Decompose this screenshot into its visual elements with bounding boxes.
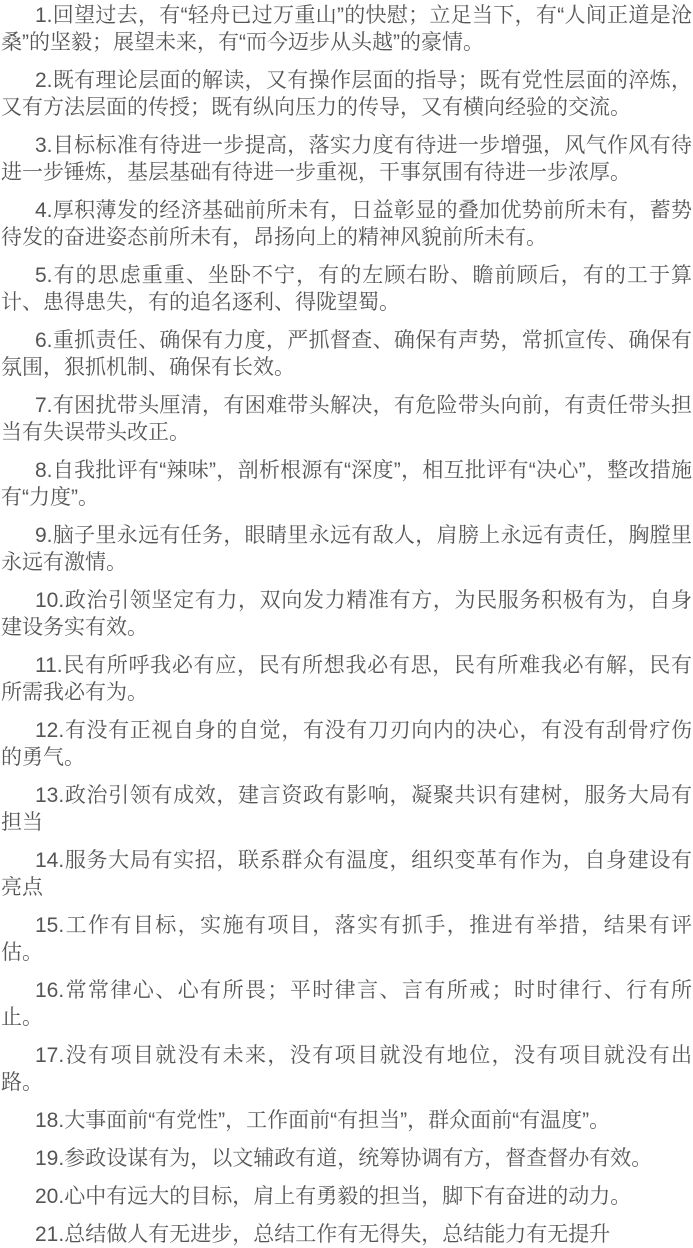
paragraph-5: 5.有的思虑重重、坐卧不宁，有的左顾右盼、瞻前顾后，有的工于算计、患得患失，有的追名逐利、得陇望蜀。 xyxy=(1,264,692,314)
paragraph-15: 15.工作有目标，实施有项目，落实有抓手，推进有举措，结果有评估。 xyxy=(1,914,692,964)
paragraph-12: 12.有没有正视自身的自觉，有没有刀刃向内的决心，有没有刮骨疗伤的勇气。 xyxy=(1,719,692,769)
paragraph-9: 9.脑子里永远有任务，眼睛里永远有敌人，肩膀上永远有责任，胸膛里永远有激情。 xyxy=(1,524,692,574)
paragraph-19: 19.参政设谋有为，以文辅政有道，统筹协调有方，督查督办有效。 xyxy=(35,1147,653,1170)
paragraph-18: 18.大事面前“有党性”，工作面前“有担当”，群众面前“有温度”。 xyxy=(35,1109,611,1132)
paragraph-2: 2.既有理论层面的解读，又有操作层面的指导；既有党性层面的淬炼，又有方法层面的传授；既有纵向压力的传导，又有横向经验的交流。 xyxy=(1,69,692,119)
paragraph-13: 13.政治引领有成效，建言资政有影响，凝聚共识有建树，服务大局有担当 xyxy=(1,784,692,834)
paragraph-21: 21.总结做人有无进步，总结工作有无得失，总结能力有无提升 xyxy=(35,1223,611,1246)
paragraph-4: 4.厚积薄发的经济基础前所未有，日益彰显的叠加优势前所未有，蓄势待发的奋进姿态前所未有，昂扬向上的精神风貌前所未有。 xyxy=(1,199,692,249)
paragraph-10: 10.政治引领坚定有力，双向发力精准有方，为民服务积极有为，自身建设务实有效。 xyxy=(1,589,692,639)
paragraph-20: 20.心中有远大的目标，肩上有勇毅的担当，脚下有奋进的动力。 xyxy=(35,1185,632,1208)
paragraph-3: 3.目标标准有待进一步提高，落实力度有待进一步增强，风气作风有待进一步锤炼，基层基础有待进一步重视，干事氛围有待进一步浓厚。 xyxy=(1,134,692,184)
paragraph-14: 14.服务大局有实招，联系群众有温度，组织变革有作为，自身建设有亮点 xyxy=(1,849,692,899)
paragraph-11: 11.民有所呼我必有应，民有所想我必有思，民有所难我必有解，民有所需我必有为。 xyxy=(1,654,692,704)
paragraph-16: 16.常常律心、心有所畏；平时律言、言有所戒；时时律行、行有所止。 xyxy=(1,979,692,1029)
paragraph-6: 6.重抓责任、确保有力度，严抓督查、确保有声势，常抓宣传、确保有氛围，狠抓机制、确保有长效。 xyxy=(1,329,692,379)
paragraph-7: 7.有困扰带头厘清，有困难带头解决，有危险带头向前，有责任带头担当有失误带头改正。 xyxy=(1,394,692,444)
paragraph-8: 8.自我批评有“辣味”，剖析根源有“深度”，相互批评有“决心”，整改措施有“力度”。 xyxy=(1,459,692,509)
paragraph-17: 17.没有项目就没有未来，没有项目就没有地位，没有项目就没有出路。 xyxy=(1,1044,692,1094)
paragraph-1: 1.回望过去，有“轻舟已过万重山”的快慰；立足当下，有“人间正道是沧桑”的坚毅；展望未来，有“而今迈步从头越”的豪情。 xyxy=(1,4,692,54)
